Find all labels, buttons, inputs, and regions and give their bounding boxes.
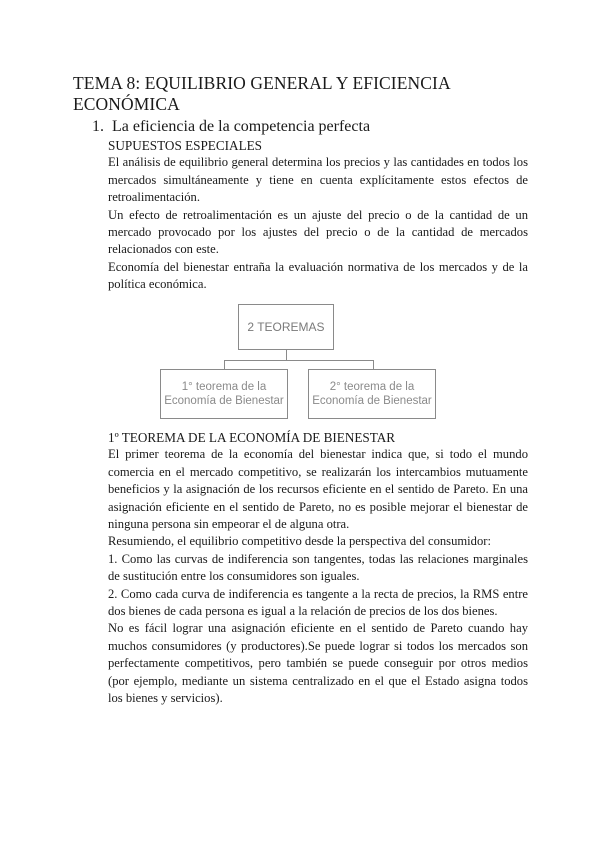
document-title: TEMA 8: EQUILIBRIO GENERAL Y EFICIENCIA ECONÓMICA	[73, 73, 450, 114]
subheading-supuestos: SUPUESTOS ESPECIALES	[108, 138, 263, 153]
paragraph-equilibrio-general: El análisis de equilibrio general determina los precios y las cantidades en todos los mercados simultáneamente y tiene en cuenta explícitamente estos efectos de retroalimentación.	[108, 155, 528, 205]
paragraph-primer-teorema: El primer teorema de la economía del bienestar indica que, si todo el mundo comercia en el mercado competitivo, se realizarán los intercambios mutuamente beneficios y la asignación de los recursos eficiente en el sentido de Pareto. En una asignación eficiente en el sentido de Pareto, no es posible mejorar el bienestar de ninguna persona sin empeorar el de alguna otra.	[108, 447, 528, 532]
paragraph-retroalimentacion: Un efecto de retroalimentación es un ajuste del precio o de la cantidad de un mercado provocado por los ajustes del precio o de la cantidad de mercados relacionados con este.	[108, 207, 528, 257]
intro-block	[108, 137, 528, 294]
theorems-diagram	[160, 304, 442, 420]
connector-line	[286, 350, 287, 360]
first-theorem-block	[108, 429, 528, 708]
diagram-root-box: 2 TEOREMAS	[238, 304, 334, 350]
subheading-primer-teorema: 1º TEOREMA DE LA ECONOMÍA DE BIENESTAR	[108, 430, 396, 445]
list-item-1: 1. Como las curvas de indiferencia son tangentes, todas las relaciones marginales de sustitución entre los consumidores son iguales.	[108, 551, 528, 584]
diagram-second-theorem-box: 2° teorema de la Economía de Bienestar	[308, 369, 436, 419]
paragraph-pareto: No es fácil lograr una asignación eficiente en el sentido de Pareto cuando hay muchos consumidores (y productores).Se puede lograr si todos los mercados son perfectamente competitivos, pero también se puede conseguir por otros medios (por ejemplo, mediante un sistema centralizado en el que el Estado asigna todos los bienes y servicios).	[108, 621, 528, 706]
paragraph-economia-bienestar: Economía del bienestar entraña la evaluación normativa de los mercados y de la política económica.	[108, 259, 528, 292]
section-heading	[92, 117, 370, 137]
section-title: La eficiencia de la competencia perfecta	[112, 118, 371, 135]
connector-line	[373, 360, 374, 369]
section-number: 1.	[92, 118, 104, 135]
paragraph-resumiendo: Resumiendo, el equilibrio competitivo desde la perspectiva del consumidor:	[108, 534, 491, 549]
connector-line	[224, 360, 374, 361]
connector-line	[224, 360, 225, 369]
list-item-2: 2. Como cada curva de indiferencia es tangente a la recta de precios, la RMS entre dos bienes de cada persona es igual a la relación de precios de los dos bienes.	[108, 586, 528, 619]
diagram-first-theorem-box: 1° teorema de la Economía de Bienestar	[160, 369, 288, 419]
